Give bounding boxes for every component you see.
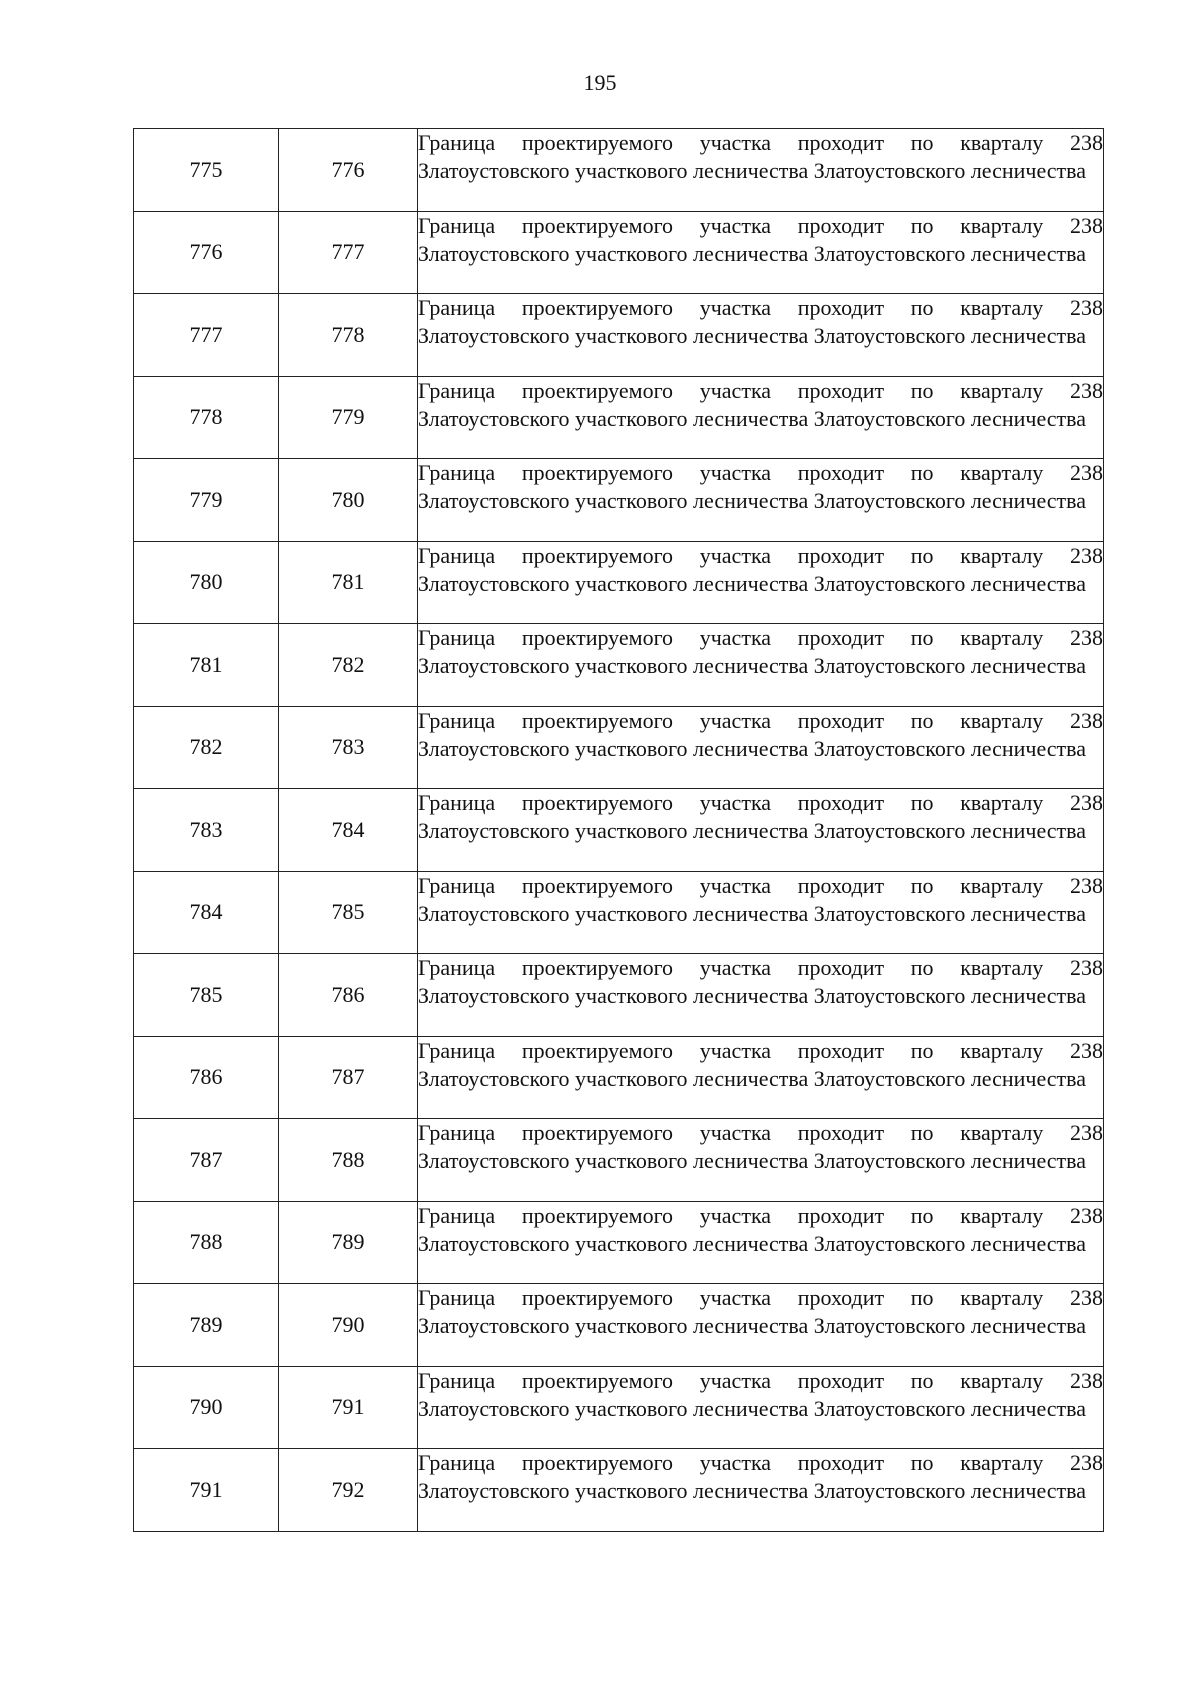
point-from-cell: 776 xyxy=(134,211,279,294)
table-row xyxy=(134,541,1104,624)
point-from-cell: 782 xyxy=(134,706,279,789)
boundary-description-cell: Граница проектируемого участка проходит по кварталу 238 Златоустовского участкового лесничества Златоустовского лесничества xyxy=(418,1449,1104,1532)
table-row xyxy=(134,211,1104,294)
point-to-cell: 783 xyxy=(279,706,418,789)
boundary-description-cell: Граница проектируемого участка проходит по кварталу 238 Златоустовского участкового лесничества Златоустовского лесничества xyxy=(418,294,1104,377)
boundary-description-cell: Граница проектируемого участка проходит по кварталу 238 Златоустовского участкового лесничества Златоустовского лесничества xyxy=(418,1119,1104,1202)
boundary-description-cell: Граница проектируемого участка проходит по кварталу 238 Златоустовского участкового лесничества Златоустовского лесничества xyxy=(418,376,1104,459)
boundary-description-cell: Граница проектируемого участка проходит по кварталу 238 Златоустовского участкового лесничества Златоустовского лесничества xyxy=(418,211,1104,294)
boundary-description-cell: Граница проектируемого участка проходит по кварталу 238 Златоустовского участкового лесничества Златоустовского лесничества xyxy=(418,129,1104,212)
boundary-description-cell: Граница проектируемого участка проходит по кварталу 238 Златоустовского участкового лесничества Златоустовского лесничества xyxy=(418,1036,1104,1119)
point-to-cell: 790 xyxy=(279,1284,418,1367)
boundary-description-cell: Граница проектируемого участка проходит по кварталу 238 Златоустовского участкового лесничества Златоустовского лесничества xyxy=(418,459,1104,542)
point-from-cell: 783 xyxy=(134,789,279,872)
page-number: 195 xyxy=(583,70,617,95)
table-row xyxy=(134,1119,1104,1202)
boundary-table xyxy=(133,128,1104,1532)
table-body xyxy=(134,129,1104,1532)
table-row xyxy=(134,706,1104,789)
boundary-description-cell: Граница проектируемого участка проходит по кварталу 238 Златоустовского участкового лесничества Златоустовского лесничества xyxy=(418,789,1104,872)
point-from-cell: 785 xyxy=(134,954,279,1037)
point-to-cell: 781 xyxy=(279,541,418,624)
point-to-cell: 780 xyxy=(279,459,418,542)
boundary-description-cell: Граница проектируемого участка проходит по кварталу 238 Златоустовского участкового лесничества Златоустовского лесничества xyxy=(418,624,1104,707)
table-row xyxy=(134,376,1104,459)
table-row xyxy=(134,129,1104,212)
point-from-cell: 780 xyxy=(134,541,279,624)
boundary-description-cell: Граница проектируемого участка проходит по кварталу 238 Златоустовского участкового лесничества Златоустовского лесничества xyxy=(418,706,1104,789)
point-to-cell: 792 xyxy=(279,1449,418,1532)
point-from-cell: 789 xyxy=(134,1284,279,1367)
point-to-cell: 782 xyxy=(279,624,418,707)
point-from-cell: 781 xyxy=(134,624,279,707)
point-to-cell: 776 xyxy=(279,129,418,212)
boundary-description-cell: Граница проектируемого участка проходит по кварталу 238 Златоустовского участкового лесничества Златоустовского лесничества xyxy=(418,541,1104,624)
point-from-cell: 779 xyxy=(134,459,279,542)
point-to-cell: 778 xyxy=(279,294,418,377)
point-to-cell: 777 xyxy=(279,211,418,294)
point-from-cell: 777 xyxy=(134,294,279,377)
point-from-cell: 778 xyxy=(134,376,279,459)
point-to-cell: 791 xyxy=(279,1366,418,1449)
boundary-description-cell: Граница проектируемого участка проходит по кварталу 238 Златоустовского участкового лесничества Златоустовского лесничества xyxy=(418,1201,1104,1284)
point-to-cell: 785 xyxy=(279,871,418,954)
table-row xyxy=(134,1036,1104,1119)
point-to-cell: 788 xyxy=(279,1119,418,1202)
table-row xyxy=(134,1201,1104,1284)
point-from-cell: 786 xyxy=(134,1036,279,1119)
table-row xyxy=(134,1284,1104,1367)
point-to-cell: 789 xyxy=(279,1201,418,1284)
table-row xyxy=(134,789,1104,872)
boundary-description-cell: Граница проектируемого участка проходит по кварталу 238 Златоустовского участкового лесничества Златоустовского лесничества xyxy=(418,871,1104,954)
table-row xyxy=(134,871,1104,954)
boundary-description-cell: Граница проектируемого участка проходит по кварталу 238 Златоустовского участкового лесничества Златоустовского лесничества xyxy=(418,1284,1104,1367)
table-row xyxy=(134,1449,1104,1532)
point-from-cell: 790 xyxy=(134,1366,279,1449)
boundary-description-cell: Граница проектируемого участка проходит по кварталу 238 Златоустовского участкового лесничества Златоустовского лесничества xyxy=(418,1366,1104,1449)
point-to-cell: 779 xyxy=(279,376,418,459)
point-to-cell: 784 xyxy=(279,789,418,872)
table-row xyxy=(134,954,1104,1037)
point-to-cell: 786 xyxy=(279,954,418,1037)
point-to-cell: 787 xyxy=(279,1036,418,1119)
table-row xyxy=(134,1366,1104,1449)
table-row xyxy=(134,624,1104,707)
point-from-cell: 775 xyxy=(134,129,279,212)
point-from-cell: 787 xyxy=(134,1119,279,1202)
point-from-cell: 784 xyxy=(134,871,279,954)
boundary-description-cell: Граница проектируемого участка проходит по кварталу 238 Златоустовского участкового лесничества Златоустовского лесничества xyxy=(418,954,1104,1037)
table-row xyxy=(134,294,1104,377)
point-from-cell: 788 xyxy=(134,1201,279,1284)
point-from-cell: 791 xyxy=(134,1449,279,1532)
table-row xyxy=(134,459,1104,542)
